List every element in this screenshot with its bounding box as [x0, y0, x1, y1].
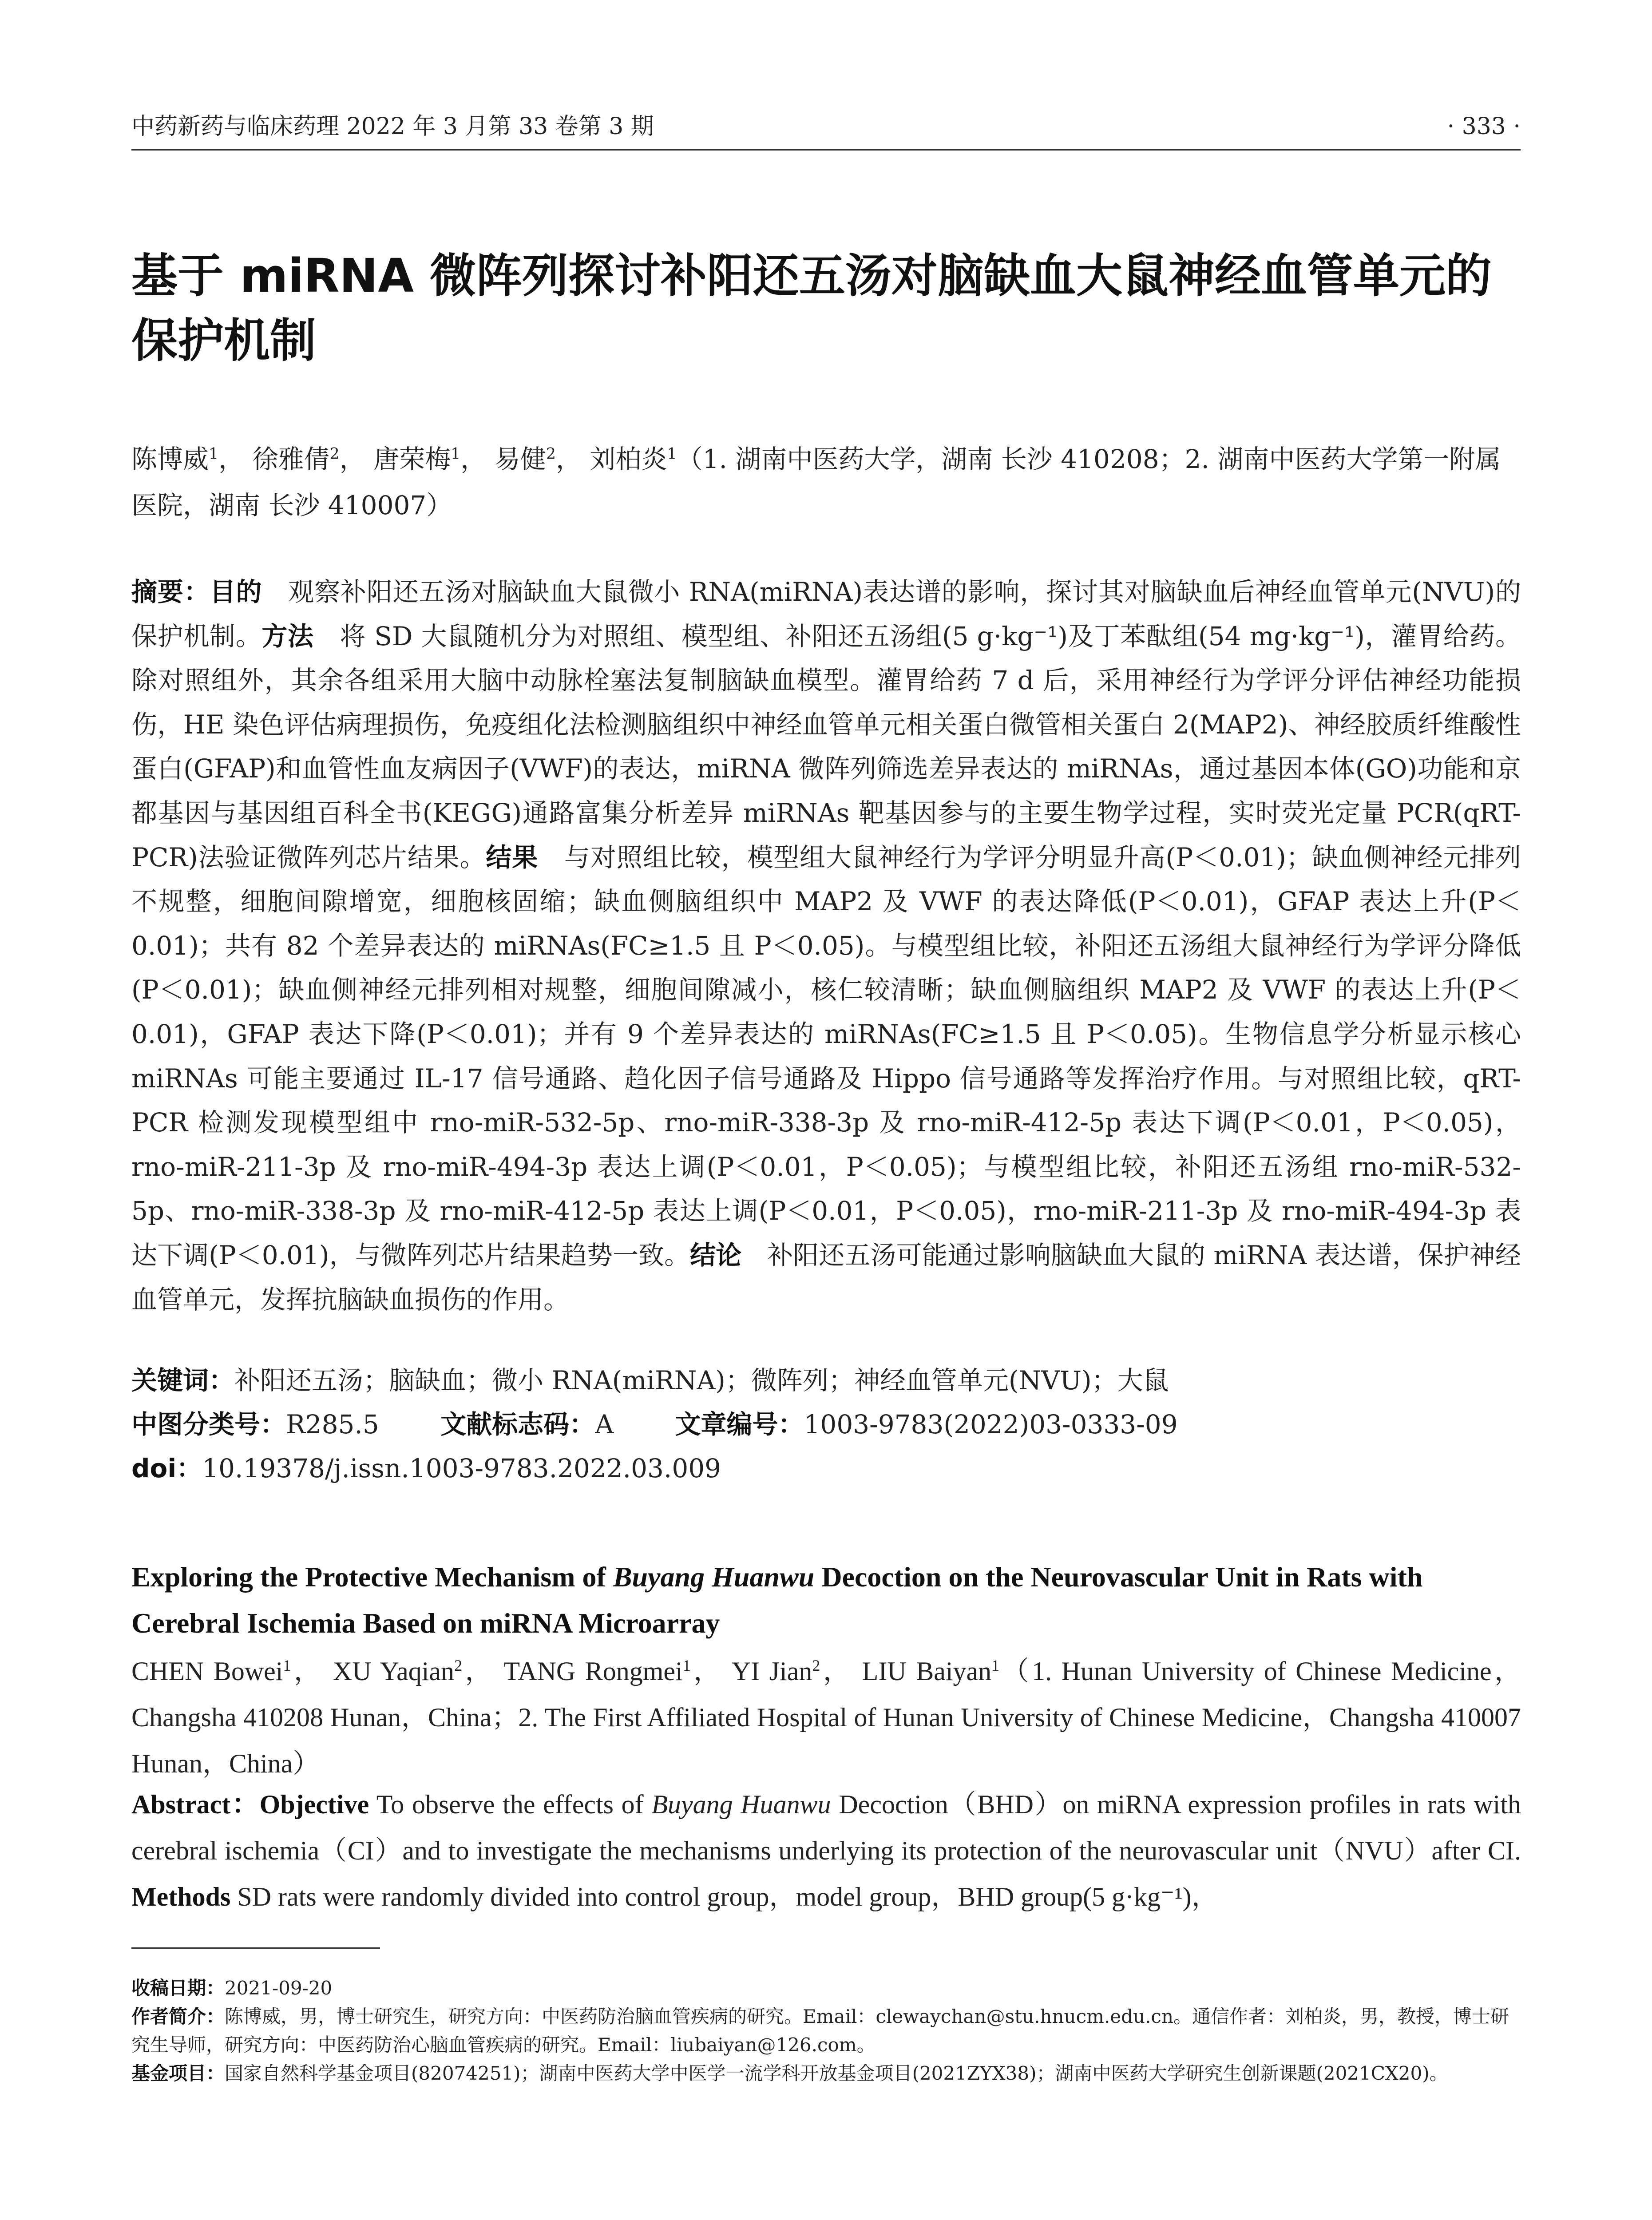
clc-label: 中图分类号： [131, 1409, 286, 1439]
doi-label: doi： [131, 1453, 202, 1483]
results-text: 与对照组比较，模型组大鼠神经行为学评分明显升高(P＜0.01)；缺血侧神经元排列不规整，细胞间隙增宽，细胞核固缩；缺血侧脑组织中 MAP2 及 VWF 的表达降低(P＜0.01)，GFAP 表达上升(P＜0.01)；共有 82 个差异表达的 miRNAs(FC≥1.5 且 P＜0.05)。与模型组比较，补阳还五汤组大鼠神经行为学评分降低(P＜0.01)；缺血侧神经元排列相对规整，细胞间隙减小，核仁较清晰；缺血侧脑组织 MAP2 及 VWF 的表达上升(P＜0.01)，GFAP 表达下降(P＜0.01)；并有 9 个差异表达的 miRNAs(FC≥1.5 且 P＜0.05)。生物信息学分析显示核心 miRNAs 可能主要通过 IL-17 信号通路、趋化因子信号通路及 Hippo 信号通路等发挥治疗作用。与对照组比较，qRT-PCR 检测发现模型组中 rno-miR-532-5p、rno-miR-338-3p 及 rno-miR-412-5p 表达下调(P＜0.01，P＜0.05)，rno-miR-211-3p 及 rno-miR-494-3p 表达上调(P＜0.01，P＜0.05)；与模型组比较，补阳还五汤组 rno-miR-532-5p、rno-miR-338-3p 及 rno-miR-412-5p 表达上调(P＜0.01，P＜0.05)，rno-miR-211-3p 及 rno-miR-494-3p 表达下调(P＜0.01)，与微阵列芯片结果趋势一致。 [131, 842, 1521, 1270]
clc-value: R285.5 [286, 1409, 379, 1439]
author-affiliation-mark: 1 [682, 1657, 691, 1674]
author-name: 陈博威 [131, 444, 209, 474]
header-rule [131, 149, 1521, 151]
footnote-rule [131, 1947, 380, 1949]
footnotes [131, 1974, 1521, 2088]
author-affiliation-mark: 2 [812, 1657, 820, 1674]
title-en-italic: Buyang Huanwu [613, 1561, 815, 1593]
article-number-value: 1003-9783(2022)03-0333-09 [804, 1409, 1178, 1439]
abstract-en: Abstract：Objective To observe the effects of Buyang Huanwu Decoction（BHD）on miRNA expression profiles in rats with cerebral ischemia（CI）and to investigate the mechanisms underlying its protection of the neurovascular unit（NVU）after CI. Methods SD rats were randomly divided into control group，model group，BHD group(5 g·kg⁻¹)， [131, 1790, 1521, 1911]
title-en: Exploring the Protective Mechanism of Buyang Huanwu Decoction on the Neurovascular Unit in Rats with Cerebral Ischemia Based on miRNA Microarray [131, 1561, 1423, 1639]
authors-en: CHEN Bowei$^1$， XU Yaqian$^2$， TANG Rongmei$^1$， YI Jian$^2$， LIU Baiyan$^1$（1. Hunan University of Chinese Medicine，Changsha 410208 Hunan，China；2. The First Affiliated Hospital of Hunan University of Chinese Medicine，Changsha 410007 Hunan，China） [131, 1657, 1521, 1778]
journal-info: 中药新药与临床药理 2022 年 3 月第 33 卷第 3 期 [131, 113, 654, 140]
objective-en-label: Objective [259, 1790, 369, 1819]
classification-row [131, 1403, 1521, 1447]
doi-row [131, 1447, 1521, 1491]
objective-en-text: Decoction（BHD）on miRNA expression profiles in rats with cerebral ischemia（CI）and to investigate the mechanisms underlying its protection of the neurovascular unit（NVU）after CI. [131, 1790, 1521, 1865]
objective-label: 目的 [210, 577, 262, 607]
authors-cn: 陈博威$^1$， 徐雅倩$^2$， 唐荣梅$^1$， 易健$^2$， 刘柏炎$^1$（1. 湖南中医药大学，湖南 长沙 410208；2. 湖南中医药大学第一附属医院，湖南 长沙 410007） [131, 444, 1501, 520]
author-affiliation-mark: 2 [454, 1657, 463, 1674]
author-name: TANG Rongmei [503, 1657, 683, 1686]
author-name: 易健 [494, 444, 546, 474]
doc-code-value: A [595, 1409, 614, 1439]
fund-info: 基金项目：国家自然科学基金项目(82074251)；湖南中医药大学中医学一流学科开放基金项目(2021ZYX38)；湖南中医药大学研究生创新课题(2021CX20)。 [131, 2062, 1448, 2084]
author-name: 唐荣梅 [373, 444, 451, 474]
author-affiliation-mark: 1 [991, 1657, 1000, 1674]
author-affiliation-mark: 2 [329, 445, 340, 463]
abstract-label: 摘要： [131, 577, 210, 607]
author-name: CHEN Bowei [131, 1657, 283, 1686]
keywords-row [131, 1359, 1521, 1403]
keywords-value: 补阳还五汤；脑缺血；微小 RNA(miRNA)；微阵列；神经血管单元(NVU)；大鼠 [234, 1365, 1169, 1395]
running-header [131, 111, 1521, 142]
objective-en-italic: Buyang Huanwu [651, 1790, 831, 1819]
methods-en-text: SD rats were randomly divided into control group，model group，BHD group(5 g·kg⁻¹)， [230, 1882, 1218, 1911]
results-label: 结果 [486, 842, 539, 872]
author-name: 徐雅倩 [252, 444, 330, 474]
author-affiliation-mark: 1 [451, 445, 461, 463]
author-name: XU Yaqian [333, 1657, 455, 1686]
author-affiliation-mark: 2 [546, 445, 556, 463]
author-profile: 作者简介：陈博威，男，博士研究生，研究方向：中医药防治脑血管疾病的研究。Email：clewaychan@stu.hnucm.edu.cn。通信作者：刘柏炎，男，教授，博士研究生导师，研究方向：中医药防治心脑血管疾病的研究。Email：liubaiyan@126.com。 [131, 2006, 1509, 2056]
author-name: 刘柏炎 [590, 444, 667, 474]
author-affiliation-mark: 1 [283, 1657, 291, 1674]
received-date: 收稿日期：2021-09-20 [131, 1977, 333, 1999]
title-cn: 基于 miRNA 微阵列探讨补阳还五汤对脑缺血大鼠神经血管单元的保护机制 [131, 249, 1492, 368]
page-number: · 333 · [1447, 113, 1521, 140]
affiliations-en: （1. Hunan University of Chinese Medicine，Changsha 410208 Hunan，China；2. The First Affiliated Hospital of Hunan University of Chinese Medicine，Changsha 410007 Hunan，China） [131, 1657, 1521, 1778]
abstract-en-label: Abstract： [131, 1790, 260, 1819]
methods-label: 方法 [261, 621, 314, 651]
author-name: LIU Baiyan [862, 1657, 992, 1686]
methods-text: 将 SD 大鼠随机分为对照组、模型组、补阳还五汤组(5 g·kg⁻¹)及丁苯酞组(54 mg·kg⁻¹)，灌胃给药。除对照组外，其余各组采用大脑中动脉栓塞法复制脑缺血模型。灌胃给药 7 d 后，采用神经行为学评分评估神经功能损伤，HE 染色评估病理损伤，免疫组化法检测脑组织中神经血管单元相关蛋白微管相关蛋白 2(MAP2)、神经胶质纤维酸性蛋白(GFAP)和血管性血友病因子(VWF)的表达，miRNA 微阵列筛选差异表达的 miRNAs，通过基因本体(GO)功能和京都基因与基因组百科全书(KEGG)通路富集分析差异 miRNAs 靶基因参与的主要生物学过程，实时荧光定量 PCR(qRT-PCR)法验证微阵列芯片结果。 [131, 621, 1521, 872]
affiliations-cn: （1. 湖南中医药大学，湖南 长沙 410208；2. 湖南中医药大学第一附属医院，湖南 长沙 410007） [131, 444, 1501, 520]
article-number-label: 文章编号： [675, 1409, 804, 1439]
conclusion-label: 结论 [690, 1240, 742, 1270]
author-name: YI Jian [731, 1657, 812, 1686]
author-affiliation-mark: 1 [667, 445, 677, 463]
keywords-label: 关键词： [131, 1365, 235, 1395]
author-affiliation-mark: 1 [209, 445, 219, 463]
methods-en-label: Methods [131, 1882, 231, 1911]
doc-code-label: 文献标志码： [440, 1409, 595, 1439]
article-metadata [131, 1359, 1521, 1491]
objective-text: 观察补阳还五汤对脑缺血大鼠微小 RNA(miRNA)表达谱的影响，探讨其对脑缺血后神经血管单元(NVU)的保护机制。 [131, 577, 1521, 651]
conclusion-text: 补阳还五汤可能通过影响脑缺血大鼠的 miRNA 表达谱，保护神经血管单元，发挥抗脑缺血损伤的作用。 [131, 1240, 1521, 1315]
doi-value: 10.19378/j.issn.1003-9783.2022.03.009 [202, 1453, 721, 1483]
abstract-cn [131, 570, 1521, 1322]
